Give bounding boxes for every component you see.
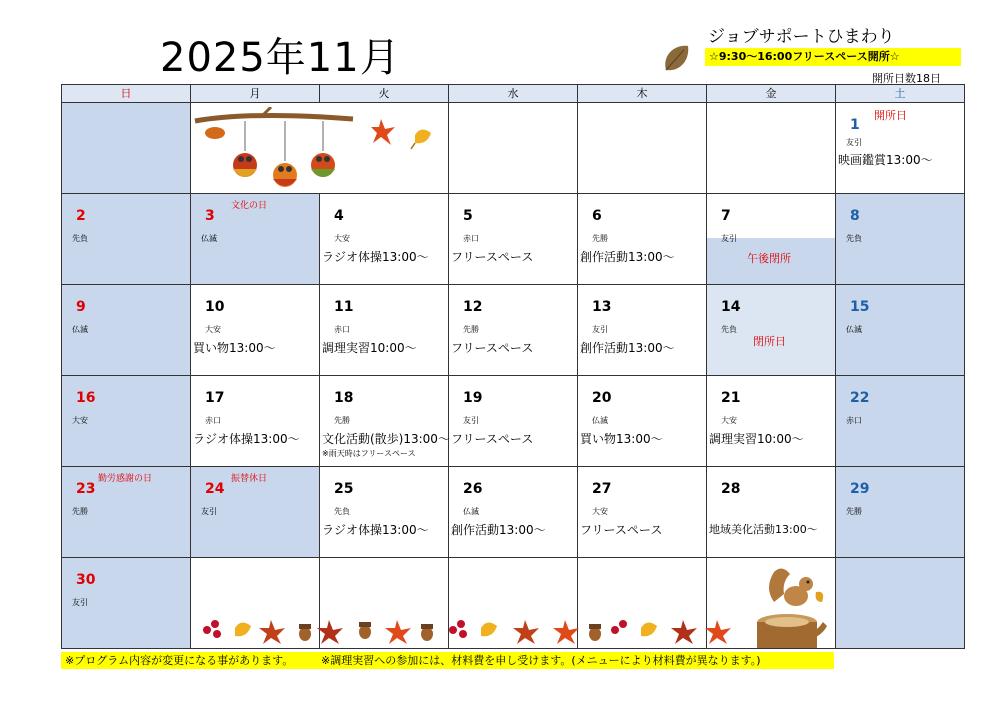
day-number: 22 — [850, 390, 870, 406]
rokuyo: 大安 — [205, 325, 221, 334]
rokuyo: 友引 — [201, 507, 217, 516]
open-day-label: 開所日 — [874, 109, 907, 122]
day-cell-21 — [707, 376, 836, 467]
day-cell-10 — [191, 285, 320, 376]
day-number: 14 — [721, 299, 741, 315]
rokuyo: 仏滅 — [463, 507, 479, 516]
day-cell-2 — [62, 194, 191, 285]
rokuyo: 先負 — [334, 507, 350, 516]
day-cell-empty — [578, 103, 707, 194]
day-number: 23 — [76, 481, 96, 497]
day-number: 17 — [205, 390, 225, 406]
day-number: 26 — [463, 481, 483, 497]
rokuyo: 仏滅 — [201, 234, 217, 243]
day-cell-25 — [320, 467, 449, 558]
event: フリースペース — [580, 523, 663, 537]
day-cell-7 — [707, 194, 836, 285]
week-row — [62, 194, 965, 285]
footer-notice — [61, 652, 834, 669]
event: 調理実習10:00〜 — [709, 432, 804, 446]
day-number: 11 — [334, 299, 354, 315]
week-row — [62, 376, 965, 467]
day-cell-empty — [449, 103, 578, 194]
day-number: 8 — [850, 208, 860, 224]
event: フリースペース — [451, 250, 534, 264]
hours-banner: ☆9:30〜16:00フリースペース開所☆ — [705, 48, 961, 66]
day-cell-17 — [191, 376, 320, 467]
day-number: 15 — [850, 299, 870, 315]
day-cell-30 — [62, 558, 191, 649]
rokuyo: 友引 — [463, 416, 479, 425]
day-cell-empty — [62, 103, 191, 194]
day-number: 9 — [76, 299, 86, 315]
rokuyo: 仏滅 — [72, 325, 88, 334]
day-number: 5 — [463, 208, 473, 224]
day-number: 1 — [850, 117, 860, 133]
day-cell-26 — [449, 467, 578, 558]
rokuyo: 先勝 — [72, 507, 88, 516]
rokuyo: 赤口 — [334, 325, 350, 334]
day-cell-24 — [191, 467, 320, 558]
rokuyo: 友引 — [846, 138, 862, 147]
day-number: 13 — [592, 299, 612, 315]
footer-note-1: ※プログラム内容が変更になる事があります。 — [65, 654, 294, 667]
day-number: 20 — [592, 390, 612, 406]
day-cell-8 — [836, 194, 965, 285]
rokuyo: 先負 — [846, 234, 862, 243]
day-cell-empty — [191, 103, 449, 194]
day-number: 29 — [850, 481, 870, 497]
rokuyo: 赤口 — [205, 416, 221, 425]
open-days: 開所日数18日 — [872, 72, 941, 85]
day-cell-1 — [836, 103, 965, 194]
day-cell-6 — [578, 194, 707, 285]
holiday-label: 文化の日 — [231, 201, 268, 211]
day-cell-4 — [320, 194, 449, 285]
day-cell-11 — [320, 285, 449, 376]
rokuyo: 先負 — [721, 325, 737, 334]
weekday-tue: 火 — [320, 85, 449, 103]
day-cell-23 — [62, 467, 191, 558]
week-row — [62, 467, 965, 558]
rokuyo: 赤口 — [846, 416, 862, 425]
afternoon-closed-label: 午後閉所 — [747, 252, 791, 265]
weekday-mon: 月 — [191, 85, 320, 103]
day-cell-29 — [836, 467, 965, 558]
day-number: 28 — [721, 481, 741, 497]
day-number: 6 — [592, 208, 602, 224]
event: 買い物13:00〜 — [580, 432, 663, 446]
event: フリースペース — [451, 432, 534, 446]
day-cell-5 — [449, 194, 578, 285]
day-cell-18 — [320, 376, 449, 467]
event: ラジオ体操13:00〜 — [322, 523, 429, 537]
day-cell-3 — [191, 194, 320, 285]
event: 創作活動13:00〜 — [451, 523, 546, 537]
day-cell-28 — [707, 467, 836, 558]
day-cell-19 — [449, 376, 578, 467]
leaf-icon — [660, 40, 694, 74]
day-number: 27 — [592, 481, 612, 497]
event: ラジオ体操13:00〜 — [322, 250, 429, 264]
event: 創作活動13:00〜 — [580, 250, 675, 264]
day-number: 19 — [463, 390, 483, 406]
rokuyo: 大安 — [721, 416, 737, 425]
event: 調理実習10:00〜 — [322, 341, 417, 355]
day-number: 25 — [334, 481, 354, 497]
rokuyo: 先負 — [72, 234, 88, 243]
day-cell-empty — [707, 103, 836, 194]
day-number: 3 — [205, 208, 215, 224]
weekday-sun: 日 — [62, 85, 191, 103]
leaf-row — [203, 620, 731, 644]
weekday-header — [62, 85, 965, 103]
event: 文化活動(散歩)13:00〜 — [322, 432, 450, 446]
rokuyo: 赤口 — [463, 234, 479, 243]
day-number: 18 — [334, 390, 354, 406]
weekday-thu: 木 — [578, 85, 707, 103]
event: 創作活動13:00〜 — [580, 341, 675, 355]
holiday-label: 勤労感謝の日 — [98, 474, 153, 484]
day-cell-empty — [836, 558, 965, 649]
day-number: 30 — [76, 572, 96, 588]
page-title: 2025年11月 — [160, 35, 401, 81]
autumn-branch-illustration — [193, 107, 358, 193]
rokuyo: 仏滅 — [592, 416, 608, 425]
rokuyo: 大安 — [334, 234, 350, 243]
day-cell-16 — [62, 376, 191, 467]
day-cell-12 — [449, 285, 578, 376]
day-cell-14 — [707, 285, 836, 376]
squirrel-on-stump-illustration — [757, 614, 827, 648]
rokuyo: 友引 — [72, 598, 88, 607]
day-number: 7 — [721, 208, 731, 224]
event: 映画鑑賞13:00〜 — [838, 153, 933, 167]
rokuyo: 先勝 — [846, 507, 862, 516]
day-number: 10 — [205, 299, 225, 315]
weekday-fri: 金 — [707, 85, 836, 103]
weekday-sat: 土 — [836, 85, 965, 103]
day-cell-9 — [62, 285, 191, 376]
day-number: 21 — [721, 390, 741, 406]
rokuyo: 仏滅 — [846, 325, 862, 334]
day-cell-13 — [578, 285, 707, 376]
day-number: 2 — [76, 208, 86, 224]
rokuyo: 友引 — [592, 325, 608, 334]
day-number: 24 — [205, 481, 225, 497]
squirrel-icon — [760, 562, 830, 616]
day-number: 12 — [463, 299, 483, 315]
day-number: 4 — [334, 208, 344, 224]
autumn-leaves-border — [195, 608, 835, 650]
day-cell-22 — [836, 376, 965, 467]
week-row — [62, 103, 965, 194]
rokuyo: 大安 — [592, 507, 608, 516]
closed-day-label: 閉所日 — [753, 335, 786, 348]
rokuyo: 友引 — [721, 234, 737, 243]
leaves-illustration — [371, 115, 451, 155]
event: フリースペース — [451, 341, 534, 355]
day-cell-27 — [578, 467, 707, 558]
event: ラジオ体操13:00〜 — [193, 432, 300, 446]
footer-note-2: ※調理実習への参加には、材料費を申し受けます。(メニューにより材料費が異なります。) — [321, 654, 761, 667]
rokuyo: 先勝 — [463, 325, 479, 334]
rokuyo: 先勝 — [592, 234, 608, 243]
rain-note: ※雨天時はフリースペース — [322, 449, 416, 458]
rokuyo: 大安 — [72, 416, 88, 425]
week-row — [62, 285, 965, 376]
rokuyo: 先勝 — [334, 416, 350, 425]
holiday-label: 振替休日 — [231, 474, 268, 484]
day-number: 16 — [76, 390, 96, 406]
event: 買い物13:00〜 — [193, 341, 276, 355]
day-cell-15 — [836, 285, 965, 376]
org-name: ジョブサポートひまわり — [708, 27, 895, 47]
day-cell-20 — [578, 376, 707, 467]
event: 地域美化活動13:00〜 — [709, 523, 818, 536]
weekday-wed: 水 — [449, 85, 578, 103]
